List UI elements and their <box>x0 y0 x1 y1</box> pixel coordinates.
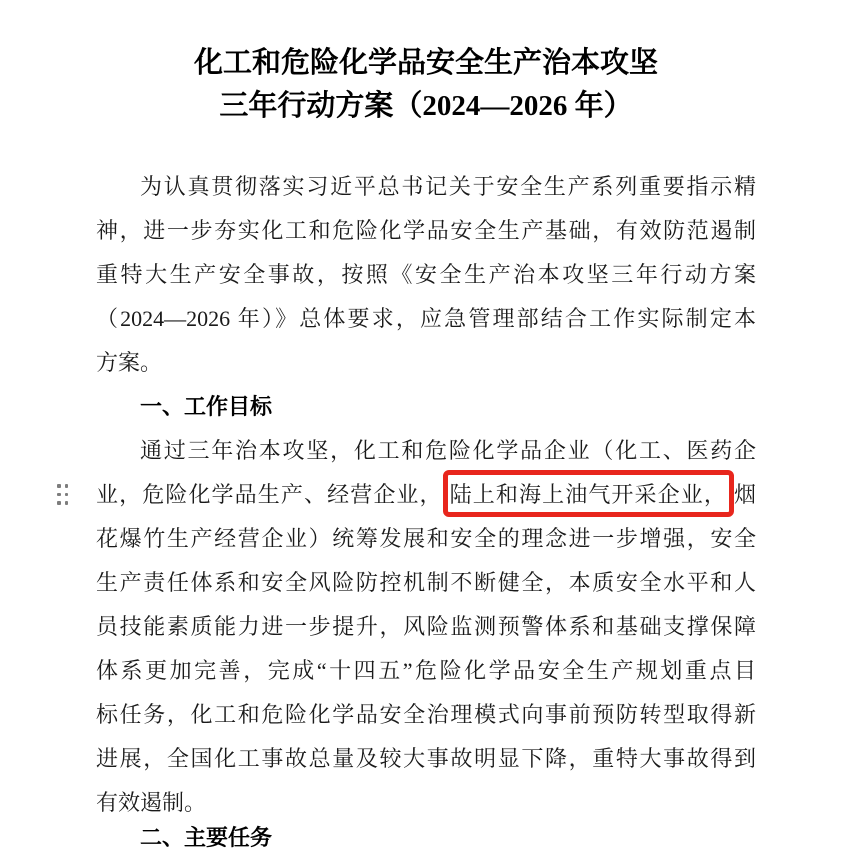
paragraph-line: 重特大生产安全事故，按照《安全生产治本攻坚三年行动方案 <box>96 262 756 287</box>
drag-handle-dot <box>57 501 61 505</box>
paragraph-line: 生产责任体系和安全风险防控机制不断健全，本质安全水平和人 <box>96 570 756 595</box>
drag-handle-dot <box>65 493 69 497</box>
paragraph-line: 员技能素质能力进一步提升，风险监测预警体系和基础支撑保障 <box>96 614 756 639</box>
paragraph-line: 方案。 <box>96 350 163 375</box>
paragraph-line: 有效遏制。 <box>96 790 207 815</box>
document-body <box>96 165 757 850</box>
paragraph-line: 体系更加完善，完成“十四五”危险化学品安全生产规划重点目 <box>96 658 757 683</box>
section-heading-2-partial: 二、主要任务 <box>140 825 273 850</box>
section-heading-1: 一、工作目标 <box>140 394 273 419</box>
paragraph-line: 花爆竹生产经营企业）统筹发展和安全的理念进一步增强，安全 <box>96 526 756 551</box>
highlight-pre-text: 业，危险化学品生产、经营企业， <box>96 482 443 507</box>
red-highlight-box: 陆上和海上油气开采企业， <box>443 470 734 517</box>
document-title-line-2: 三年行动方案（2024—2026 年） <box>219 90 633 122</box>
drag-handle-dot <box>65 484 69 488</box>
paragraph-line: 神，进一步夯实化工和危险化学品安全生产基础，有效防范遏制 <box>96 218 756 243</box>
drag-handle-dot <box>65 501 69 505</box>
paragraph-line: 标任务，化工和危险化学品安全治理模式向事前预防转型取得新 <box>96 702 756 727</box>
document-title-line-1: 化工和危险化学品安全生产治本攻坚 <box>193 47 658 79</box>
paragraph-line: 通过三年治本攻坚，化工和危险化学品企业（化工、医药企 <box>140 438 756 463</box>
document-title <box>96 42 756 128</box>
drag-handle-dot <box>57 493 61 497</box>
highlight-post-text: 烟 <box>733 482 756 507</box>
paragraph-line-with-highlight <box>96 473 756 517</box>
paragraph-line: （2024—2026 年）》总体要求，应急管理部结合工作实际制定本 <box>96 306 756 331</box>
paragraph-line: 进展，全国化工事故总量及较大事故明显下降，重特大事故得到 <box>96 746 756 771</box>
paragraph-line: 为认真贯彻落实习近平总书记关于安全生产系列重要指示精 <box>140 174 756 199</box>
drag-handle-dot <box>57 484 61 488</box>
drag-handle-icon[interactable] <box>57 484 68 505</box>
